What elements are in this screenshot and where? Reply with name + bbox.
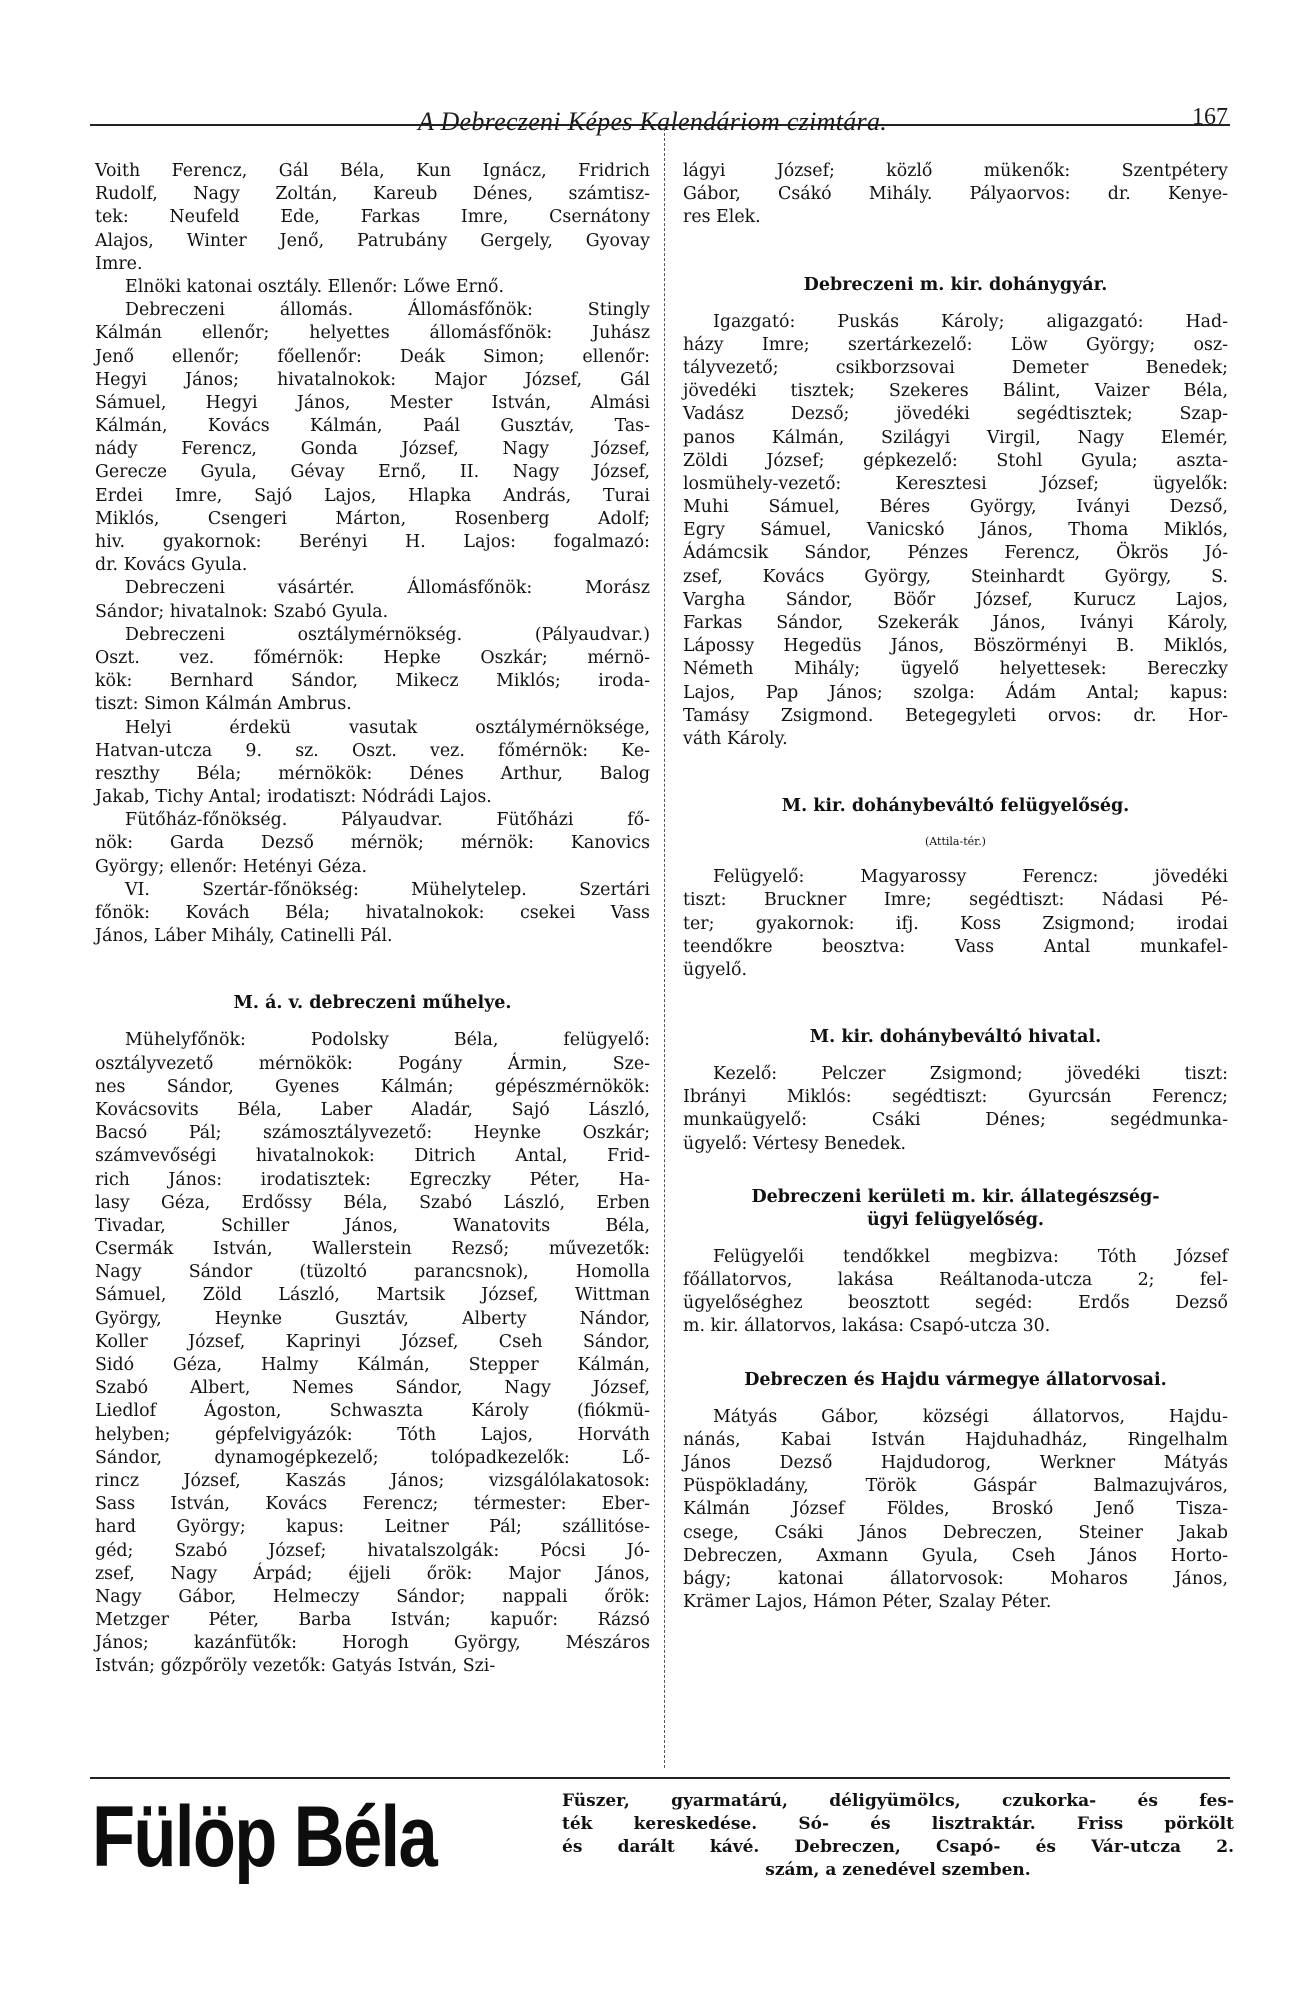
text-line: tiszt: Simon Kálmán Ambrus. xyxy=(95,694,352,715)
ad-text-line: és darált kávé. Debreczen, Csapó- és Vár-utcza 2. xyxy=(562,1837,1234,1857)
spacer xyxy=(683,818,1228,832)
text-line: Felügyelő: Magyarossy Ferencz: jövedéki xyxy=(713,867,1228,888)
right-column xyxy=(683,160,1228,1614)
spacer xyxy=(683,1339,1228,1369)
text-line: kök: Bernhard Sándor, Mikecz Miklós; iroda- xyxy=(95,671,650,692)
text-line: Lápossy Hegedüs János, Böszörményi B. Miklós, xyxy=(683,636,1228,657)
text-line: főállatorvos, lakása Reáltanoda-utcza 2; fel- xyxy=(683,1270,1228,1290)
text-line: rich János: irodatisztek: Egreczky Péter, Ha- xyxy=(95,1169,650,1190)
text-line: Rudolf, Nagy Zoltán, Kareub Dénes, számtisz- xyxy=(95,184,650,205)
ad-description xyxy=(562,1790,1234,1882)
paragraph xyxy=(683,160,1228,230)
text-line: Muhi Sámuel, Béres György, Iványi Dezső, xyxy=(683,497,1228,518)
text-line: Debreczen, Axmann Gyula, Cseh János Horto- xyxy=(683,1545,1228,1566)
text-line: Kálmán József Földes, Broskó Jenő Tisza- xyxy=(683,1499,1228,1520)
spacer xyxy=(95,948,650,992)
page-number: 167 xyxy=(1192,104,1228,130)
text-line: tiszt: Bruckner Imre; segédtiszt: Nádasi Pé- xyxy=(683,890,1228,911)
spacer xyxy=(683,852,1228,866)
text-line: lasy Géza, Erdőssy Béla, Szabó László, Erben xyxy=(95,1192,650,1213)
text-line: Farkas Sándor, Szekerák János, Iványi Károly, xyxy=(683,613,1228,633)
text-line: Gerecze Gyula, Gévay Ernő, II. Nagy József, xyxy=(95,462,650,483)
paragraph xyxy=(95,299,650,577)
paragraph xyxy=(683,1063,1228,1156)
text-line: Metzger Péter, Barba István; kapuőr: Rázsó xyxy=(95,1610,650,1631)
text-line: Jenő ellenőr; főellenőr: Deák Simon; ellenőr: xyxy=(95,346,650,367)
text-line: Miklós, Csengeri Márton, Rosenberg Adolf; xyxy=(95,508,650,529)
text-line: m. kir. állatorvos, lakása: Csapó-utcza 30. xyxy=(683,1316,1051,1337)
text-line: tek: Neufeld Ede, Farkas Imre, Csernátony xyxy=(95,207,650,228)
text-line: Voith Ferencz, Gál Béla, Kun Ignácz, Fridrich xyxy=(95,161,650,181)
spacer xyxy=(683,1392,1228,1406)
text-line: György, Heynke Gusztáv, Alberty Nándor, xyxy=(95,1308,650,1329)
text-line: Elnöki katonai osztály. Ellenőr: Lőwe Ernő. xyxy=(125,276,505,297)
text-line: VI. Szertár-főnökség: Mühelytelep. Szertári xyxy=(125,879,650,900)
text-line: csege, Csáki János Debreczen, Steiner Jakab xyxy=(683,1522,1228,1543)
text-line: Ádámcsik Sándor, Pénzes Ferencz, Ökrös Jó- xyxy=(683,543,1228,564)
paragraph xyxy=(95,276,650,299)
text-line: ügyelő: Vértesy Benedek. xyxy=(683,1133,907,1154)
text-line: Debreczeni osztálymérnökség. (Pályaudvar.) xyxy=(125,624,650,645)
text-line: zsef, Nagy Árpád; éjjeli őrök: Major János, xyxy=(95,1563,650,1584)
text-line: György; ellenőr: Hetényi Géza. xyxy=(95,856,368,877)
text-line: zsef, Kovács György, Steinhardt György, S. xyxy=(683,566,1228,587)
text-line: Nagy Gábor, Helmeczy Sándor; nappali őrök: xyxy=(95,1586,650,1607)
text-line: Alajos, Winter Jenő, Patrubány Gergely, Gyovay xyxy=(95,230,650,251)
section-heading: M. kir. dohánybeváltó hivatal. xyxy=(809,1027,1102,1048)
text-line: Lajos, Pap János; szolga: Ádám Antal; kapus: xyxy=(683,682,1228,703)
text-line: Fütőház-főnökség. Pályaudvar. Fütőházi fő- xyxy=(125,810,650,831)
paragraph xyxy=(95,717,650,810)
text-line: bágy; katonai állatorvosok: Moharos János, xyxy=(683,1568,1228,1589)
text-line: Bacsó Pál; számosztályvezető: Heynke Oszkár; xyxy=(95,1123,650,1144)
advertisement xyxy=(92,1790,1232,1900)
text-line: Németh Mihály; ügyelő helyettesek: Bereczky xyxy=(683,659,1228,680)
text-line: losmühely-vezető: Keresztesi József; ügyelők: xyxy=(683,473,1228,494)
text-line: Igazgató: Puskás Károly; aligazgató: Had- xyxy=(713,311,1228,332)
text-line: helyben; gépfelvigyázók: Tóth Lajos, Horváth xyxy=(95,1424,650,1445)
text-line: nes Sándor, Gyenes Kálmán; gépészmérnökök: xyxy=(95,1076,650,1097)
spacer xyxy=(683,1232,1228,1246)
text-line: számvevőségi hivatalnokok: Ditrich Antal, Frid- xyxy=(95,1146,650,1167)
spacer xyxy=(683,982,1228,1026)
paragraph xyxy=(683,866,1228,982)
text-line: lágyi József; közlő mükenők: Szentpétery xyxy=(683,161,1228,181)
header-rule xyxy=(90,124,1230,126)
ad-text-line: szám, a zenedével szemben. xyxy=(765,1860,1031,1880)
paragraph xyxy=(95,879,650,949)
text-line: ügyelő. xyxy=(683,959,748,980)
text-line: Hatvan-utcza 9. sz. Oszt. vez. főmérnök: Ke- xyxy=(95,740,650,761)
text-line: osztályvezető mérnökök: Pogány Ármin, Sze- xyxy=(95,1053,650,1074)
spacer xyxy=(683,297,1228,311)
text-line: res Elek. xyxy=(683,207,761,228)
text-line: Kezelő: Pelczer Zsigmond; jövedéki tiszt: xyxy=(713,1064,1228,1085)
text-line: Gábor, Csákó Mihály. Pályaorvos: dr. Kenye- xyxy=(683,184,1228,205)
text-line: hiv. gyakornok: Berényi H. Lajos: fogalmazó: xyxy=(95,532,650,552)
text-line: János; kazánfütők: Horogh György, Mészáros xyxy=(95,1633,650,1654)
text-line: Debreczeni vásártér. Állomásfőnök: Morász xyxy=(125,578,650,599)
text-line: főnök: Kovách Béla; hivatalnokok: csekei Vass xyxy=(95,903,650,923)
text-line: Mühelyfőnök: Podolsky Béla, felügyelő: xyxy=(125,1030,650,1051)
text-line: Szabó Albert, Nemes Sándor, Nagy József, xyxy=(95,1378,650,1399)
text-line: ter; gyakornok: ifj. Koss Zsigmond; irodai xyxy=(683,913,1228,934)
text-line: János, Láber Mihály, Catinelli Pál. xyxy=(95,926,393,947)
running-title: A Debreczeni Képes Kalendáriom czimtára. xyxy=(417,107,888,136)
paragraph xyxy=(683,1246,1228,1339)
section-heading: Debreczeni m. kir. dohánygyár. xyxy=(803,274,1108,295)
paragraph xyxy=(95,160,650,276)
text-line: nánás, Kabai István Hajduhadház, Ringelhalm xyxy=(683,1429,1228,1450)
section-subheading: (Attila-tér.) xyxy=(925,835,986,849)
text-line: Csermák István, Wallerstein Rezső; művezetők: xyxy=(95,1239,650,1260)
text-line: teendőkre beosztva: Vass Antal munkafel- xyxy=(683,936,1228,957)
text-line: Erdei Imre, Sajó Lajos, Hlapka András, Turai xyxy=(95,485,650,506)
text-line: Püspökladány, Török Gáspár Balmazujváros, xyxy=(683,1476,1228,1497)
section-heading-line: Debreczeni kerületi m. kir. állategészség- xyxy=(751,1186,1160,1207)
text-line: hard György; kapus: Leitner Pál; szállitóse- xyxy=(95,1517,650,1538)
left-column xyxy=(95,160,650,1679)
text-line: munkaügyelő: Csáki Dénes; segédmunka- xyxy=(683,1110,1228,1131)
text-line: Felügyelői tendőkkel megbizva: Tóth József xyxy=(713,1246,1228,1267)
text-line: géd; Szabó József; hivatalszolgák: Pócsi Jó- xyxy=(95,1540,650,1561)
paragraph xyxy=(683,311,1228,752)
spacer xyxy=(683,230,1228,274)
text-line: Jakab, Tichy Antal; irodatiszt: Nódrádi Lajos. xyxy=(95,787,492,808)
spacer xyxy=(683,1156,1228,1186)
paragraph xyxy=(95,577,650,623)
text-line: dr. Kovács Gyula. xyxy=(95,555,248,576)
ad-text-line: ték kereskedése. Só- és lisztraktár. Friss pörkölt xyxy=(562,1814,1234,1834)
text-line: Sámuel, Hegyi János, Mester István, Almási xyxy=(95,392,650,413)
text-line: Krämer Lajos, Hámon Péter, Szalay Péter. xyxy=(683,1592,1052,1613)
paragraph xyxy=(683,1406,1228,1615)
spacer xyxy=(683,751,1228,795)
text-line: Zöldi József; gépkezelő: Stohl Gyula; aszta- xyxy=(683,450,1228,471)
text-line: János Dezső Hajdudorog, Werkner Mátyás xyxy=(683,1452,1228,1473)
text-line: Koller József, Kaprinyi József, Cseh Sándor, xyxy=(95,1331,650,1352)
section-heading xyxy=(683,1186,1228,1232)
text-line: jövedéki tisztek; Szekeres Bálint, Vaizer Béla, xyxy=(683,381,1228,402)
text-line: házy Imre; szertárkezelő: Löw György; osz- xyxy=(683,334,1228,355)
text-line: ügyelőséghez beosztott segéd: Erdős Dezső xyxy=(683,1293,1228,1314)
ad-text-line: Füszer, gyarmatárú, déligyümölcs, czukorka- és fes- xyxy=(562,1791,1234,1811)
text-line: Egry Sámuel, Vanicskó János, Thoma Miklós, xyxy=(683,520,1228,541)
text-line: Sándor; hivatalnok: Szabó Gyula. xyxy=(95,601,389,622)
spacer xyxy=(683,1049,1228,1063)
text-line: Kálmán, Kovács Kálmán, Paál Gusztáv, Tas- xyxy=(95,416,650,437)
column-divider xyxy=(664,128,665,1768)
text-line: Oszt. vez. főmérnök: Hepke Oszkár; mérnö- xyxy=(95,647,650,668)
text-line: Sass István, Kovács Ferencz; térmester: Eber- xyxy=(95,1494,650,1515)
paragraph xyxy=(95,1029,650,1678)
text-line: Nagy Sándor (tüzoltó parancsnok), Homolla xyxy=(95,1262,650,1283)
text-line: Sidó Géza, Halmy Kálmán, Stepper Kálmán, xyxy=(95,1355,650,1375)
text-line: nády Ferencz, Gonda József, Nagy József, xyxy=(95,439,650,460)
spacer xyxy=(95,1015,650,1029)
text-line: Vadász Dezső; jövedéki segédtisztek; Szap- xyxy=(683,404,1228,425)
text-line: Mátyás Gábor, községi állatorvos, Hajdu- xyxy=(713,1406,1228,1427)
text-line: Tivadar, Schiller János, Wanatovits Béla, xyxy=(95,1215,650,1236)
section-heading: M. á. v. debreczeni műhelye. xyxy=(233,993,512,1014)
text-line: Imre. xyxy=(95,253,143,274)
section-heading: M. kir. dohánybeváltó felügyelőség. xyxy=(781,796,1130,817)
text-line: Tamásy Zsigmond. Betegegyleti orvos: dr. Hor- xyxy=(683,705,1228,726)
text-line: István; gőzpőröly vezetők: Gatyás István, Szi- xyxy=(95,1656,496,1677)
text-line: Liedlof Ágoston, Schwaszta Károly (fiókmü- xyxy=(95,1401,650,1422)
text-line: panos Kálmán, Szilágyi Virgil, Nagy Elemér, xyxy=(683,427,1228,448)
text-line: Hegyi János; hivatalnokok: Major József, Gál xyxy=(95,369,650,390)
text-line: Sámuel, Zöld László, Martsik József, Wittman xyxy=(95,1285,650,1306)
text-line: Ibrányi Miklós: segédtiszt: Gyurcsán Ferencz; xyxy=(683,1087,1228,1108)
text-line: tályvezető; csikborzsovai Demeter Benedek; xyxy=(683,357,1228,378)
text-line: reszthy Béla; mérnökök: Dénes Arthur, Balog xyxy=(95,763,650,784)
text-line: váth Károly. xyxy=(683,728,788,749)
text-line: rincz József, Kaszás János; vizsgálólakatosok: xyxy=(95,1470,650,1491)
text-line: Vargha Sándor, Böőr József, Kurucz Lajos, xyxy=(683,589,1228,610)
section-heading: Debreczen és Hajdu vármegye állatorvosai. xyxy=(744,1369,1167,1390)
text-line: Kovácsovits Béla, Laber Aladár, Sajó László, xyxy=(95,1099,650,1120)
paragraph xyxy=(95,809,650,879)
ad-brand-name: Fülöp Béla xyxy=(92,1789,437,1885)
section-heading-line: ügyi felügyelőség. xyxy=(866,1209,1045,1230)
text-line: Kálmán ellenőr; helyettes állomásfőnök: Juhász xyxy=(95,323,650,344)
paragraph xyxy=(95,624,650,717)
text-line: Helyi érdekü vasutak osztálymérnöksége, xyxy=(125,717,650,738)
footer-rule xyxy=(90,1777,1230,1779)
text-line: Debreczeni állomás. Állomásfőnök: Stingly xyxy=(125,300,650,321)
text-line: Sándor, dynamogépkezelő; tolópadkezelők: Lő- xyxy=(95,1447,650,1468)
text-line: nök: Garda Dezső mérnök; mérnök: Kanovics xyxy=(95,833,650,854)
